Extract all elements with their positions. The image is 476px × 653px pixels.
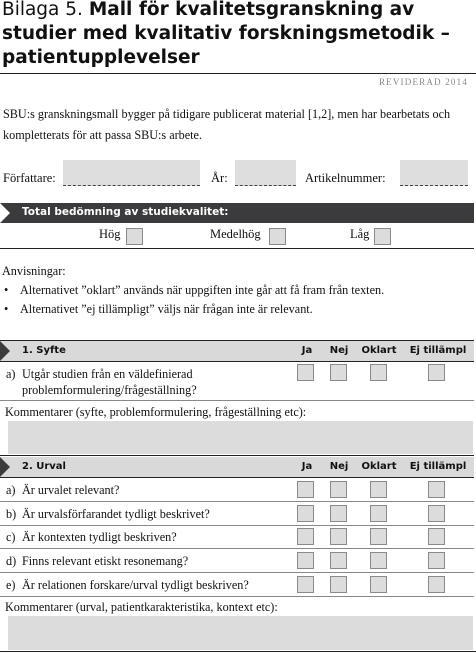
rating-high-checkbox[interactable]: [126, 228, 143, 245]
section-arrow-icon: [0, 341, 10, 361]
column-yes: Ja: [301, 345, 313, 356]
rating-medium-checkbox[interactable]: [269, 228, 286, 245]
year-field[interactable]: [235, 160, 296, 186]
rating-low-checkbox[interactable]: [374, 228, 391, 245]
header-divider: [0, 73, 476, 74]
column-unclear: Oklart: [361, 461, 397, 472]
instruction-item: [2, 281, 472, 300]
question-text: Är urvalsförfarandet tydligt beskrivet?: [22, 507, 210, 521]
question-row: [0, 366, 474, 398]
row-divider: [0, 596, 474, 597]
answer-yes-checkbox[interactable]: [297, 552, 314, 569]
comment-field[interactable]: [8, 616, 473, 650]
page-title: [2, 0, 472, 70]
section-title: 2. Urval: [22, 461, 66, 472]
question-text: Utgår studien från en väldefinierad problemformulering/frågeställning?: [22, 367, 197, 397]
section-arrow-icon: [0, 457, 10, 477]
section-header-rule: [0, 477, 474, 478]
rating-low-label: Låg: [350, 227, 370, 241]
question-row: [0, 529, 474, 547]
rating-divider: [0, 248, 474, 249]
row-divider: [0, 525, 474, 526]
answer-yes-checkbox[interactable]: [297, 576, 314, 593]
question-text: Finns relevant etiskt resonemang?: [22, 554, 189, 568]
question-row: [0, 553, 474, 571]
comment-field[interactable]: [8, 421, 473, 454]
instructions: [2, 262, 472, 319]
comment-label: Kommentarer (urval, patientkarakteristika, kontext etc):: [5, 600, 278, 614]
question-letter: e): [6, 578, 16, 592]
year-label: År:: [211, 171, 228, 185]
answer-unclear-checkbox[interactable]: [370, 481, 387, 498]
answer-no-checkbox[interactable]: [330, 505, 347, 522]
answer-unclear-checkbox[interactable]: [370, 505, 387, 522]
article-number-field[interactable]: [400, 160, 468, 186]
answer-yes-checkbox[interactable]: [297, 481, 314, 498]
column-unclear: Oklart: [361, 345, 397, 356]
row-divider: [0, 400, 474, 401]
column-yes: Ja: [301, 461, 313, 472]
answer-unclear-checkbox[interactable]: [370, 576, 387, 593]
author-field[interactable]: [63, 160, 200, 186]
answer-unclear-checkbox[interactable]: [370, 528, 387, 545]
answer-unclear-checkbox[interactable]: [370, 364, 387, 381]
answer-not-applicable-checkbox[interactable]: [428, 505, 445, 522]
answer-no-checkbox[interactable]: [330, 364, 347, 381]
answer-no-checkbox[interactable]: [330, 481, 347, 498]
section-header-rule: [0, 361, 474, 362]
section-header-urval: [0, 457, 474, 477]
answer-yes-checkbox[interactable]: [297, 528, 314, 545]
section-top-rule: [0, 455, 474, 456]
question-row: [0, 482, 474, 500]
question-row: [0, 577, 474, 595]
answer-no-checkbox[interactable]: [330, 576, 347, 593]
instructions-heading: Anvisningar:: [2, 264, 66, 278]
row-divider: [0, 572, 474, 573]
title-text: Mall för kvalitetsgranskning av studier med kvalitativ forskningsmetodik – patientupplevelser: [2, 0, 450, 68]
answer-yes-checkbox[interactable]: [297, 505, 314, 522]
question-letter: a): [6, 483, 16, 497]
instruction-text: Alternativet ”oklart” används när uppgiften inte går att få fram från texten.: [20, 283, 385, 297]
answer-not-applicable-checkbox[interactable]: [428, 364, 445, 381]
question-text: Är kontexten tydligt beskriven?: [22, 530, 177, 544]
section-header-syfte: [0, 341, 474, 361]
answer-not-applicable-checkbox[interactable]: [428, 481, 445, 498]
column-not-applicable: Ej tillämpl: [409, 461, 467, 472]
rating-high-label: Hög: [99, 227, 121, 241]
column-no: Nej: [329, 345, 349, 356]
article-number-label: Artikelnummer:: [305, 171, 386, 185]
intro-paragraph: SBU:s granskningsmall bygger på tidigare publicerat material [1,2], men har bearbetats och kompletterats för att passa SBU:s arbete.: [3, 107, 451, 142]
instruction-text: Alternativet ”ej tillämpligt” väljs när frågan inte är relevant.: [20, 302, 313, 316]
row-divider: [0, 501, 474, 502]
revision-note: REVIDERAD 2014: [378, 77, 468, 87]
answer-yes-checkbox[interactable]: [297, 364, 314, 381]
answer-no-checkbox[interactable]: [330, 552, 347, 569]
question-row: [0, 506, 474, 524]
question-text: Är urvalet relevant?: [22, 483, 120, 497]
overall-rating-header: [0, 203, 474, 223]
column-not-applicable: Ej tillämpl: [409, 345, 467, 356]
section-arrow-icon: [0, 203, 10, 223]
answer-no-checkbox[interactable]: [330, 528, 347, 545]
bullet-icon: •: [4, 283, 9, 297]
row-divider: [0, 548, 474, 549]
answer-not-applicable-checkbox[interactable]: [428, 576, 445, 593]
title-prefix: Bilaga 5.: [2, 0, 83, 20]
answer-not-applicable-checkbox[interactable]: [428, 528, 445, 545]
instruction-item: [2, 300, 472, 319]
question-letter: b): [6, 507, 17, 521]
answer-not-applicable-checkbox[interactable]: [428, 552, 445, 569]
question-letter: d): [6, 554, 17, 568]
answer-unclear-checkbox[interactable]: [370, 552, 387, 569]
question-text: Är relationen forskare/urval tydligt beskriven?: [22, 578, 249, 592]
section-title: 1. Syfte: [22, 345, 66, 356]
question-letter: c): [6, 530, 16, 544]
metadata-row: [0, 160, 476, 188]
bottom-divider: [0, 651, 476, 652]
overall-rating-label: Total bedömning av studiekvalitet:: [22, 206, 229, 218]
column-no: Nej: [329, 461, 349, 472]
author-label: Författare:: [3, 171, 56, 185]
rating-medium-label: Medelhög: [210, 227, 261, 241]
bullet-icon: •: [4, 302, 9, 316]
comment-label: Kommentarer (syfte, problemformulering, frågeställning etc):: [5, 405, 307, 419]
question-letter: a): [6, 367, 16, 381]
